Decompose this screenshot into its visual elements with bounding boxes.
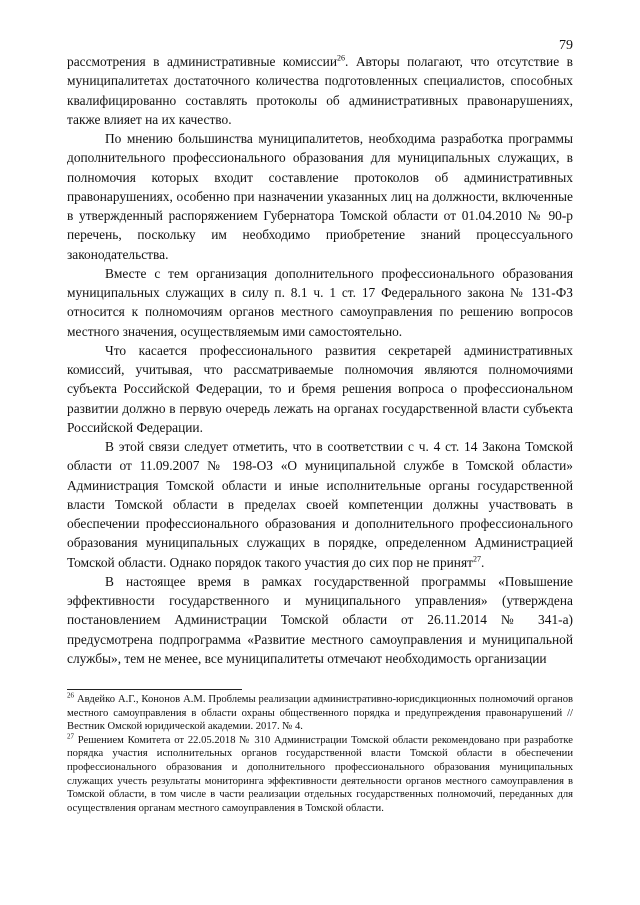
paragraph-text: рассмотрения в административные комиссии: [67, 54, 338, 69]
paragraph-text: По мнению большинства муниципалитетов, необходима разработка программы дополнительного профессионального образования для муниципальных служащих, в полномочия которых входит составление протоколов об административных правонарушениях, особенно при назначении указанных лиц на должности, включенные в утвержденный распоряжением Губернатора Томской области от 01.04.2010 № 90-р перечень, поскольку им необходимо приобретение знаний процессуального законодательства.: [67, 131, 573, 262]
paragraph-text: В настоящее время в рамках государственной программы «Повышение эффективности государственного и муниципального управления» (утверждена постановлением Администрации Томской области от 26.11.2014 № 341-а) предусмотрена подпрограмма «Развитие местного самоуправления и муниципальной службы», тем не менее, все муниципалитеты отмечают необходимость организации: [67, 573, 573, 666]
paragraph-text: .: [480, 554, 485, 570]
paragraph-text: Что касается профессионального развития секретарей административных комиссий, учитывая, что рассматриваемые полномочия являются полномочиями субъекта Российской Федерации, то и бремя решения вопроса о профессиональном развитии должно в первую очередь лежать на органах государственной власти субъекта Российской Федерации.: [67, 342, 573, 435]
paragraph-2: [67, 129, 573, 264]
paragraph-3: [67, 264, 573, 341]
footnote-separator: [67, 689, 242, 690]
footnote-ref-27[interactable]: 27: [472, 554, 481, 564]
footnotes: [67, 693, 573, 815]
page-number: 79: [559, 38, 573, 53]
paragraph-text: Вместе с тем организация дополнительного профессионального образования муниципальных служащих в силу п. 8.1 ч. 1 ст. 17 Федерального закона № 131-ФЗ относится к полномочиям органов местного самоуправления по решению вопросов местного значения, осуществляемым ими самостоятельно.: [67, 265, 573, 339]
paragraph-6: [67, 572, 573, 668]
footnote-26: [67, 693, 573, 734]
paragraph-text: В этой связи следует отметить, что в соответствии с ч. 4 ст. 14 Закона Томской области от 11.09.2007 № 198-ОЗ «О муниципальной службе в Томской области» Администрация Томской области и иные исполнительные органы государственной власти Томской области в пределах своей компетенции должны участвовать в обеспечении профессионального образования и дополнительного профессионального образования муниципальных служащих в порядке, определенном Администрацией Томской области. Однако порядок такого участия до сих пор не принят: [67, 439, 573, 570]
paragraph-text: . Авторы полагают, что отсутствие в муниципалитетах достаточного количества подготовленных специалистов, способных квалифицированно составлять протоколы об административных правонарушениях, также влияет на их качество.: [67, 54, 573, 127]
body-text: [67, 52, 573, 668]
footnote-text: Решением Комитета от 22.05.2018 № 310 Администрации Томской области рекомендовано при разработке порядка участия исполнительных органов государственной власти Томской области в обеспечении профессионального образования и дополнительного профессионального образования муниципальных служащих учесть результаты мониторинга эффективности деятельности органов местного самоуправления в Томской области, в том числе в части реализации отдельных государственных полномочий, переданных для осуществления органам местного самоуправления в Томской области.: [67, 734, 573, 814]
footnote-number: 27: [67, 732, 74, 741]
paragraph-4: [67, 341, 573, 437]
paragraph-1: [67, 52, 573, 129]
footnote-27: [67, 734, 573, 816]
paragraph-5: [67, 437, 573, 572]
footnote-ref-26[interactable]: 26: [337, 53, 346, 63]
footnote-number: 26: [67, 691, 74, 700]
footnote-text: Авдейко А.Г., Кононов А.М. Проблемы реализации административно-юрисдикционных полномочий органов местного самоуправления в области охраны общественного порядка и предупреждения правонарушений // Вестник Омской юридической академии. 2017. № 4.: [67, 694, 573, 733]
